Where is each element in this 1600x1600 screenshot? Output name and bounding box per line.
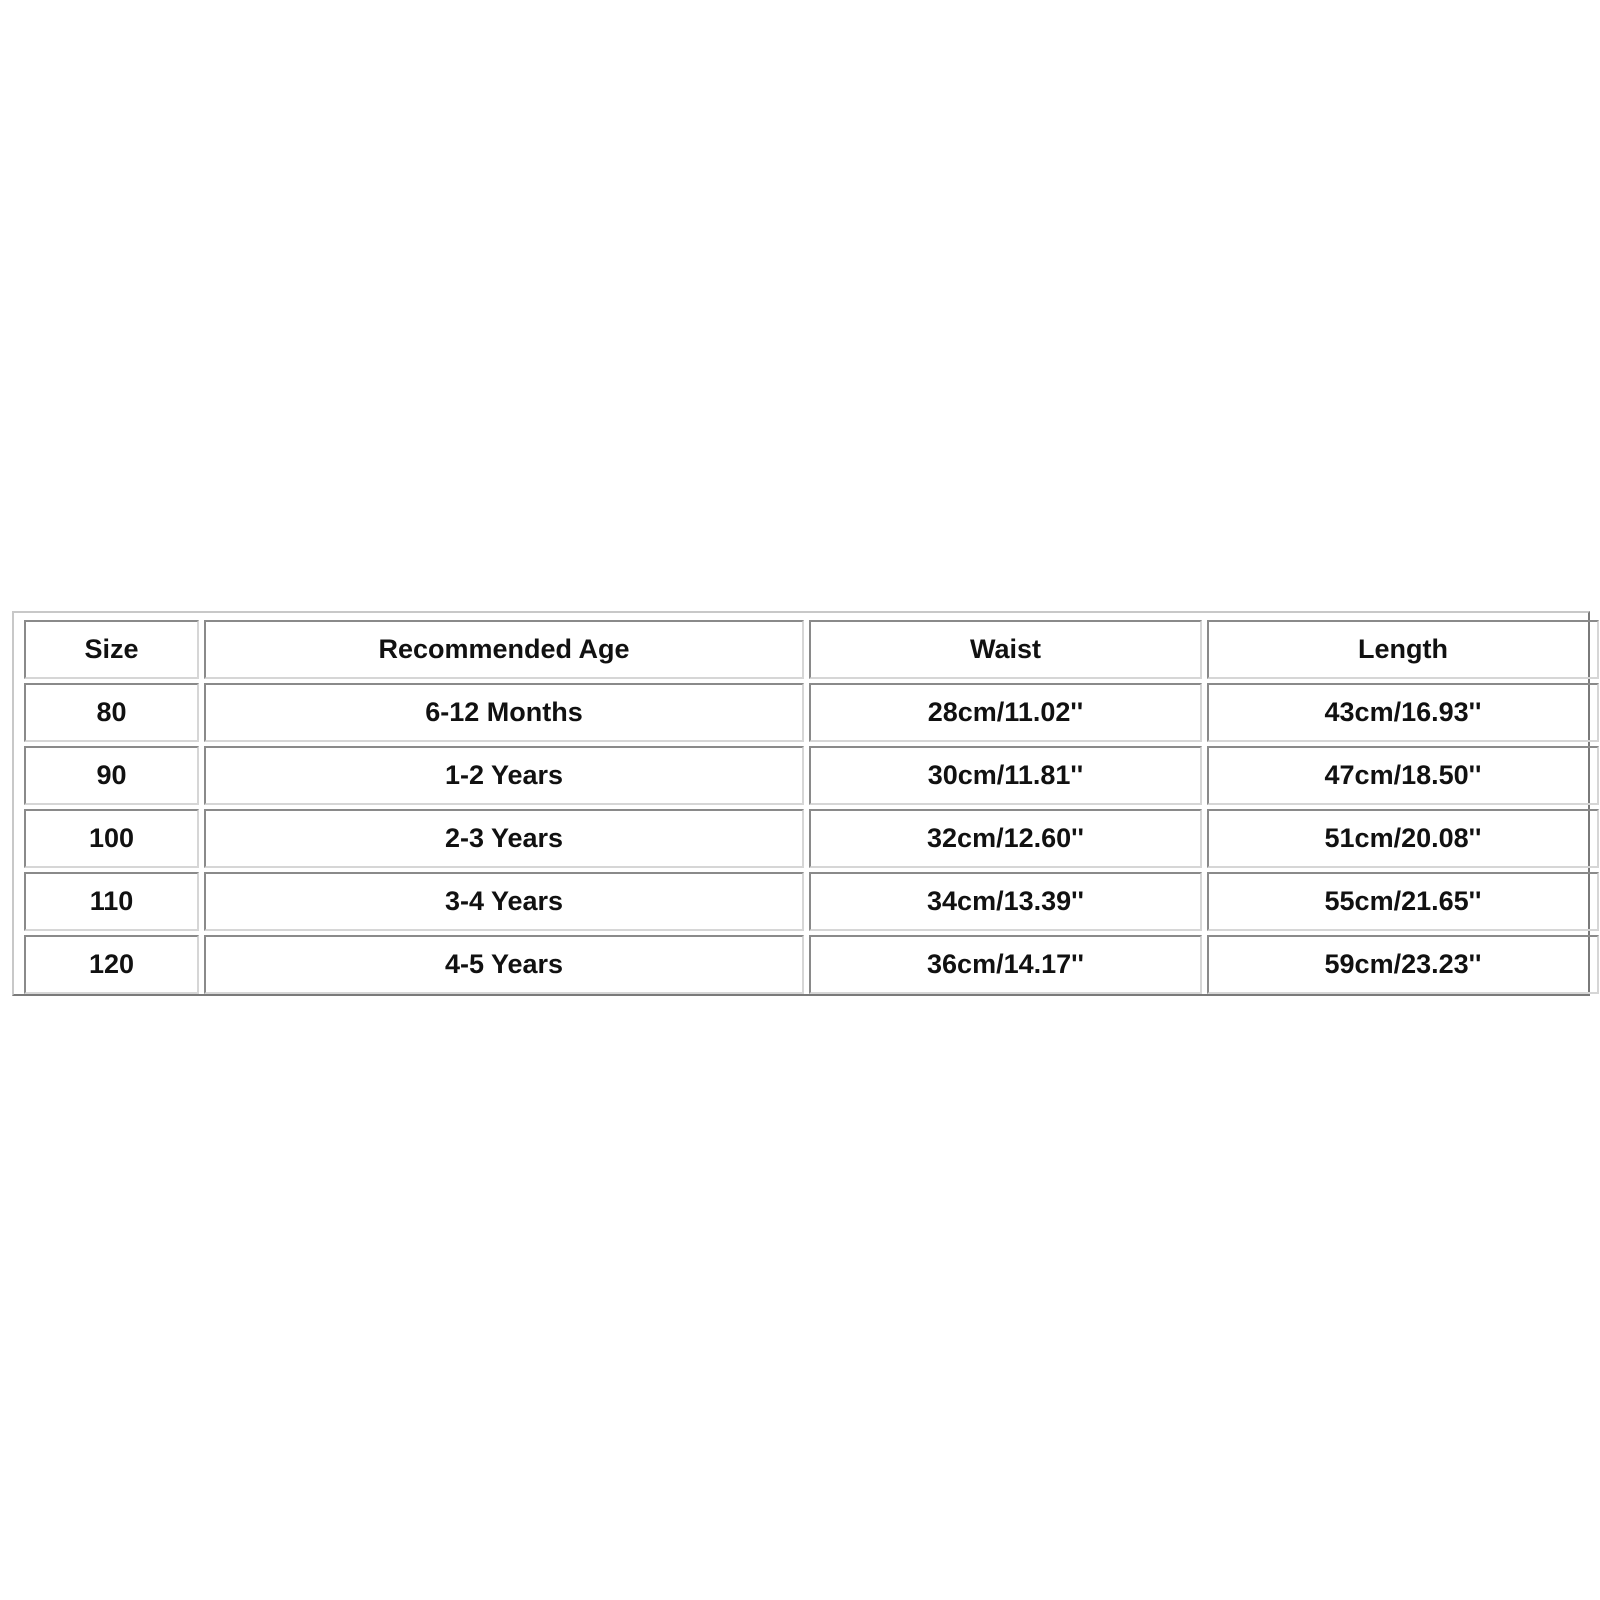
cell-length: 51cm/20.08'' <box>1207 809 1599 868</box>
table-row <box>24 683 1599 742</box>
cell-waist: 32cm/12.60'' <box>809 809 1202 868</box>
size-table <box>19 616 1600 998</box>
cell-age: 2-3 Years <box>204 809 804 868</box>
table-row <box>24 935 1599 994</box>
table-row <box>24 872 1599 931</box>
cell-waist: 34cm/13.39'' <box>809 872 1202 931</box>
cell-age: 6-12 Months <box>204 683 804 742</box>
cell-size: 90 <box>24 746 199 805</box>
cell-length: 55cm/21.65'' <box>1207 872 1599 931</box>
header-recommended-age: Recommended Age <box>204 620 804 679</box>
header-row <box>24 620 1599 679</box>
cell-length: 43cm/16.93'' <box>1207 683 1599 742</box>
table-row <box>24 809 1599 868</box>
size-chart <box>12 611 1590 996</box>
cell-length: 59cm/23.23'' <box>1207 935 1599 994</box>
header-waist: Waist <box>809 620 1202 679</box>
cell-size: 80 <box>24 683 199 742</box>
table-row <box>24 746 1599 805</box>
cell-age: 3-4 Years <box>204 872 804 931</box>
header-length: Length <box>1207 620 1599 679</box>
cell-size: 120 <box>24 935 199 994</box>
cell-size: 110 <box>24 872 199 931</box>
cell-age: 4-5 Years <box>204 935 804 994</box>
cell-size: 100 <box>24 809 199 868</box>
cell-waist: 30cm/11.81'' <box>809 746 1202 805</box>
cell-waist: 28cm/11.02'' <box>809 683 1202 742</box>
cell-waist: 36cm/14.17'' <box>809 935 1202 994</box>
cell-age: 1-2 Years <box>204 746 804 805</box>
header-size: Size <box>24 620 199 679</box>
cell-length: 47cm/18.50'' <box>1207 746 1599 805</box>
